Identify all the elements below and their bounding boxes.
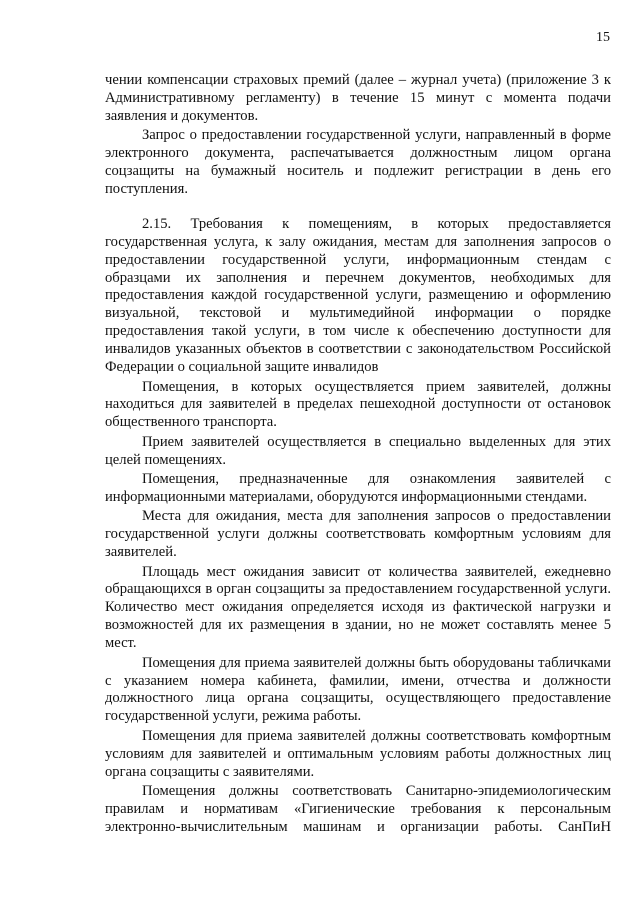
paragraph-waiting-area-size: Площадь мест ожидания зависит от количества заявителей, ежедневно обращающихся в орган соцзащиты за предоставлением государственной услуги. Количество мест ожидания определяется исходя из фактической нагрузки и возможностей для их размещения в здании, но не может составлять менее 5 мест. bbox=[105, 563, 611, 652]
paragraph-office-signs: Помещения для приема заявителей должны быть оборудованы табличками с указанием номера кабинета, фамилии, имени, отчества и должности должностного лица органа соцзащиты, осуществляющего предоставление государственной услуги, режима работы. bbox=[105, 654, 611, 725]
paragraph-registration-log: чении компенсации страховых премий (далее – журнал учета) (приложение 3 к Административному регламенту) в течение 15 минут с момента подачи заявления и документов. bbox=[105, 72, 611, 124]
paragraph-sanitary-rules: Помещения должны соответствовать Санитарно-эпидемиологическим правилам и нормативам «Гигиенические требования к персональным электронно-вычислительным машинам и организации работы. СанПиН bbox=[105, 782, 611, 835]
section-2-15-heading: 2.15. Требования к помещениям, в которых предоставляется государственная услуга, к залу ожидания, местам для заполнения запросов о предоставлении государственной услуги, информационным стендам с образцами их заполнения и перечнем документов, необходимых для предоставления каждой государственной услуги, размещению и оформлению визуальной, текстовой и мультимедийной информации о порядке предоставления такой услуги, в том числе к обеспечению доступности для инвалидов указанных объектов в соответствии с законодательством Российской Федерации о социальной защите инвалидов bbox=[105, 215, 611, 376]
paragraph-electronic-request: Запрос о предоставлении государственной услуги, направленный в форме электронного документа, распечатывается должностным лицом органа соцзащиты на бумажный носитель и подлежит регистрации в день его поступления. bbox=[105, 127, 611, 197]
paragraph-waiting-places: Места для ожидания, места для заполнения запросов о предоставлении государственной услуги должны соответствовать комфортным условиям для заявителей. bbox=[105, 508, 611, 561]
paragraph-premises-location: Помещения, в которых осуществляется прием заявителей, должны находиться для заявителей в пределах пешеходной доступности от остановок общественного транспорта. bbox=[105, 378, 611, 431]
paragraph-information-stands: Помещения, предназначенные для ознакомления заявителей с информационными материалами, оборудуются информационными стендами. bbox=[105, 471, 611, 505]
paragraph-comfort-conditions: Помещения для приема заявителей должны соответствовать комфортным условиям для заявителей и оптимальным условиям работы должностных лиц органа соцзащиты с заявителями. bbox=[105, 727, 611, 780]
paragraph-reception-premises: Прием заявителей осуществляется в специально выделенных для этих целей помещениях. bbox=[105, 433, 611, 468]
page-number: 15 bbox=[596, 30, 610, 45]
body-text bbox=[105, 72, 611, 837]
